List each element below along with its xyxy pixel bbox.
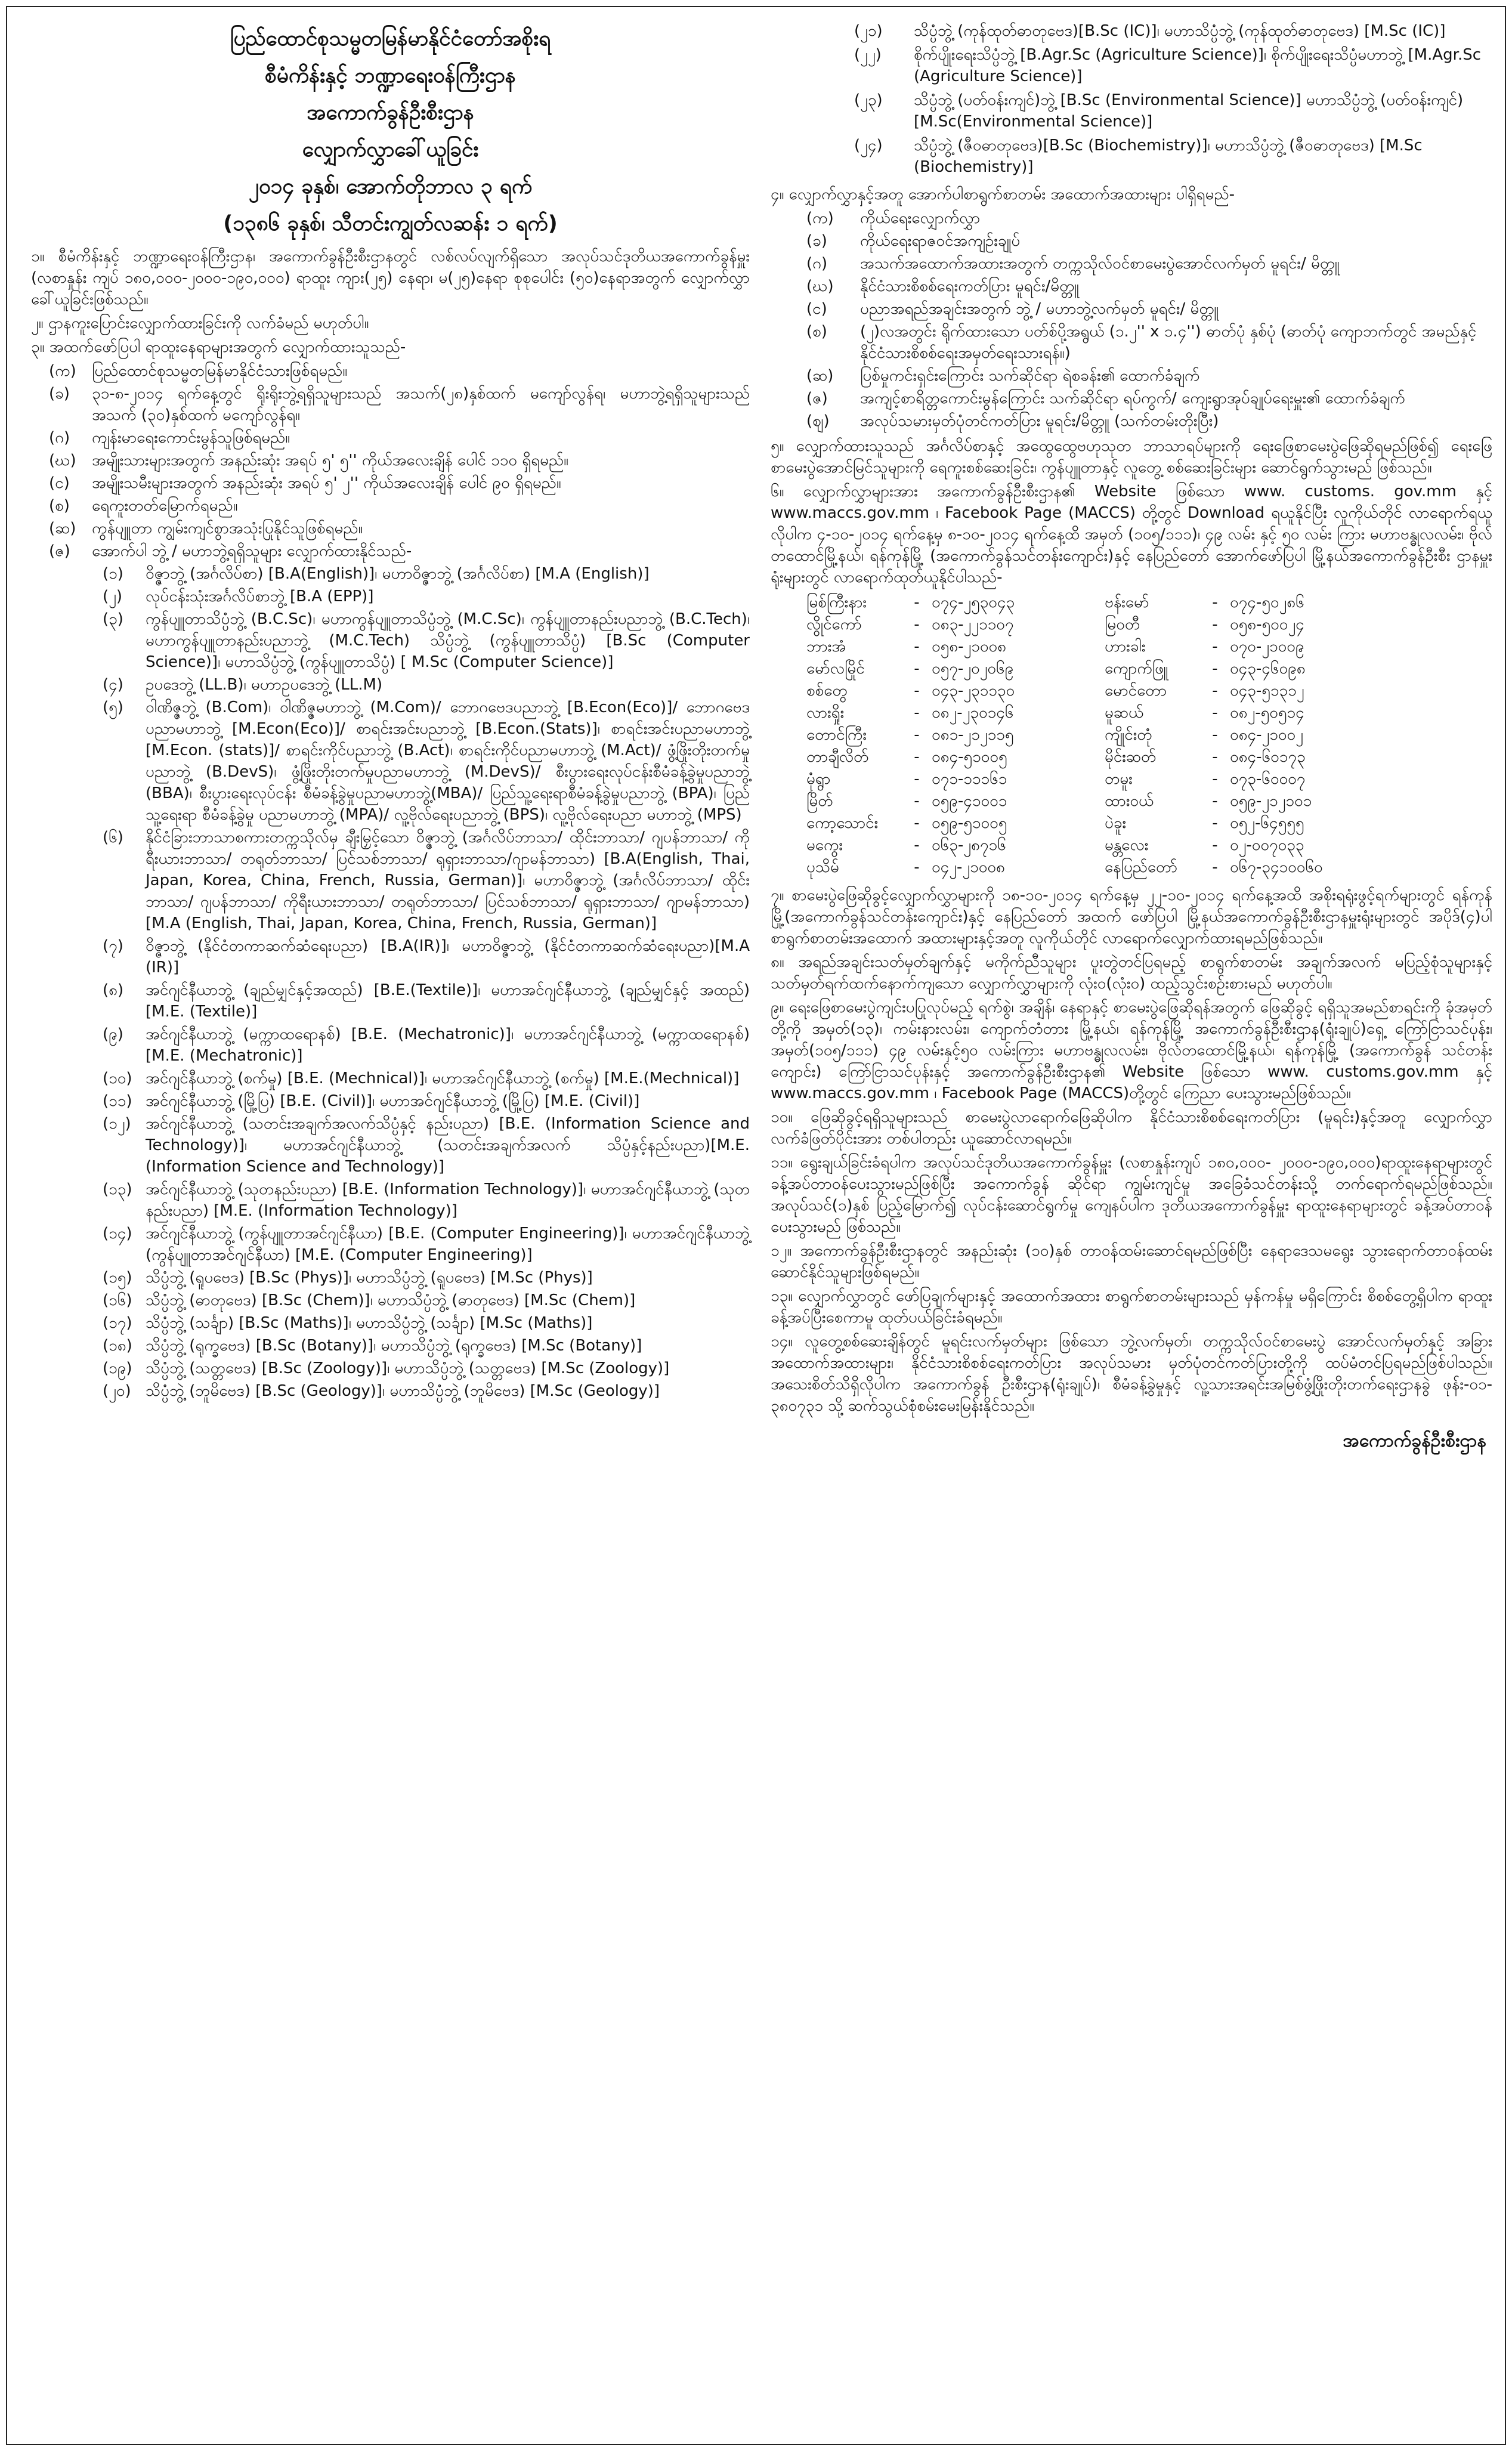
announcement-page — [6, 6, 1506, 2445]
degree-item: (၂၀) သိပ္ပံဘွဲ့ (ဘူမိဗေဒ) [B.Sc (Geology)]၊ မဟာသိပ္ပံဘွဲ့ (ဘူမိဗေဒ) [M.Sc (Geology)] — [103, 1382, 660, 1400]
phone-row: မကွေး - ၀၆၃-၂၈၇၁၆ မန္တလေး - ၀၂-၀၀၇၀၃၃ — [806, 836, 1304, 854]
phone-row: မော်လမြိုင် - ၀၅၇-၂၀၂၀၆၉ ကျောက်ဖြူ - ၀၄၃-၄၆၀၉၈ — [806, 660, 1306, 678]
paragraph-8: ၈။ အရည်အချင်းသတ်မှတ်ချက်နှင့် မကိုက်ညီသူများ ပူးတွဲတင်ပြရမည့် စာရွက်စာတမ်း အချက်အလက် မပြည့်စုံသူများနှင့် သတ်မှတ်ရက်ထက်နောက်ကျသော လျှောက်လွှာများကို လုံးဝ(လုံးဝ) ထည့်သွင်းစဉ်းစားမည် မဟုတ်ပါ။ — [771, 953, 1492, 993]
requirement-item: (ဆ) ပြစ်မှုကင်းရှင်းကြောင်း သက်ဆိုင်ရာ ရဲစခန်း၏ ထောက်ခံချက် — [806, 367, 1200, 385]
paragraph-4: ၄။ လျှောက်လွှာနှင့်အတူ အောက်ပါစာရွက်စာတမ်း အထောက်အထားများ ပါရှိရမည်- — [771, 186, 1235, 203]
qualification-item: (ဃ) အမျိုးသားများအတွက် အနည်းဆုံး အရပ် ၅' ၅'' ကိုယ်အလေးချိန် ပေါင် ၁၁၀ ရှိရမည်။ — [49, 452, 569, 469]
paragraph-6: ၆။ လျှောက်လွှာများအား အကောက်ခွန်ဦးစီးဌာန၏ Website ဖြစ်သော www. customs. gov.mm နှင့် www.maccs.gov.mm ၊ Facebook Page (MACCS) တို့တွင် Download ရယူနိုင်ပြီး လူကိုယ်တိုင် လာရောက်ရယူလိုပါက ၄-၁၀-၂၀၁၄ ရက်နေ့မှ ၈-၁၀-၂၀၁၄ ရက်နေ့ထိ အမှတ် (၁၀၅/၁၁၁)၊ ၄၉ လမ်း နှင့် ၅၀ လမ်း ကြား မဟာဗန္ဓုလလမ်း၊ ဗိုလ်တထောင်မြို့နယ်၊ ရန်ကုန်မြို့ (အကောက်ခွန်သင်တန်းကျောင်း)နှင့် နေပြည်တော် အောက်ဖော်ပြပါ မြို့နယ်အကောက်ခွန်ဦးစီး ဌာနမှူးရုံးများတွင် လာရောက်ထုတ်ယူနိုင်ပါသည်- — [771, 483, 1492, 586]
degree-item: (၇) ဝိဇ္ဇာဘွဲ့ (နိုင်ငံတကာဆက်ဆံရေးပညာ) [B.A(IR)]၊ မဟာဝိဇ္ဇာဘွဲ့ (နိုင်ငံတကာဆက်ဆံရေးပညာ)[M.A (IR)] — [103, 937, 750, 976]
degree-item: (၂) လုပ်ငန်းသုံးအင်္ဂလိပ်စာဘွဲ့ [B.A (EPP)] — [103, 588, 374, 605]
phone-row: စစ်တွေ - ၀၄၃-၂၃၁၁၃၀ မောင်တော - ၀၄၃-၅၁၃၁၂ — [806, 682, 1304, 700]
requirement-item: (ခ) ကိုယ်ရေးရာဇဝင်အကျဉ်းချုပ် — [806, 232, 1021, 250]
qualification-item: (င) အမျိုးသမီးများအတွက် အနည်းဆုံး အရပ် ၅' ၂'' ကိုယ်အလေးချိန် ပေါင် ၉၀ ရှိရမည်။ — [49, 474, 561, 492]
degree-item: (၂၃) သိပ္ပံဘွဲ့ (ပတ်ဝန်းကျင်)ဘွဲ့ [B.Sc (Environmental Science)] မဟာသိပ္ပံဘွဲ့ (ပတ်ဝန်းကျင်) [M.Sc(Environmental Science)] — [854, 91, 1464, 131]
phone-table — [806, 592, 1329, 879]
degree-item: (၆) နိုင်ငံခြားဘာသာစကားတက္ကသိုလ်မှ ချီးမြှင့်သော ဝိဇ္ဇာဘွဲ့ (အင်္ဂလိပ်ဘာသာ/ ထိုင်းဘာသာ/ ဂျပန်ဘာသာ/ ကိုရီးယားဘာသာ/ တရုတ်ဘာသာ/ ပြင်သစ်ဘာသာ/ ရုရှားဘာသာ/ဂျာမန်ဘာသာ) [B.A(English, Thai, Japan, Korea, China, French, Russia, German)]၊ မဟာဝိဇ္ဇာဘွဲ့ (အင်္ဂလိပ်ဘာသာ/ ထိုင်းဘာသာ/ ဂျပန်ဘာသာ/ ကိုရီးယားဘာသာ/ တရုတ်ဘာသာ/ ပြင်သစ်ဘာသာ/ ရုရှားဘာသာ/ ဂျာမန်ဘာသာ)[M.A (English, Thai, Japan, Korea, China, French, Russia, German)] — [103, 829, 750, 932]
paragraph-9: ၉။ ရေးဖြေစာမေးပွဲကျင်းပပြုလုပ်မည့် ရက်စွဲ၊ အချိန်၊ နေရာနှင့် စာမေးပွဲဖြေဆိုရန်အတွက် ဖြေဆိုခွင့် ရရှိသူအမည်စာရင်းကို ခုံအမှတ်တို့ကို အမှတ်(၁၃)၊ ကမ်းနားလမ်း၊ ကျောက်တံတား မြို့နယ်၊ ရန်ကုန်မြို့ အကောက်ခွန်ဦးစီးဌာန(ရုံးချုပ်)ရှေ့ ကြော်ငြာသင်ပုန်း၊ အမှတ်(၁၀၅/၁၁၁) ၄၉ လမ်းနှင့်၅၀ လမ်းကြား မဟာဗန္ဓုလလမ်း၊ ဗိုလ်တထောင်မြို့နယ်၊ ရန်ကုန်မြို့ (အကောက်ခွန် သင်တန်းကျောင်း) ကြော်ငြာသင်ပုန်းနှင့် အကောက်ခွန်ဦးစီးဌာန၏ Website ဖြစ်သော www. customs.gov.mm နှင့် www.maccs.gov.mm ၊ Facebook Page (MACCS)တို့တွင် ကြေညာ ပေးသွားမည်ဖြစ်သည်။ — [771, 999, 1492, 1102]
paragraph-13: ၁၃။ လျှောက်လွှာတွင် ဖော်ပြချက်များနှင့် အထောက်အထား စာရွက်စာတမ်းများသည် မှန်ကန်မှု မရှိကြောင်း စိစစ်တွေ့ရှိပါက ရာထူးခန့်အပ်ပြီးစေကာမူ ထုတ်ပယ်ခြင်းခံရမည်။ — [771, 1287, 1492, 1327]
paragraph-11: ၁၁။ ရွေးချယ်ခြင်းခံရပါက အလုပ်သင်ဒုတိယအကောက်ခွန်မှူး (လစာနှုန်းကျပ် ၁၈၀,၀၀၀- ၂၀၀၀-၁၉၀,၀၀၀)ရာထူးနေရာများတွင် ခန့်အပ်တာဝန်ပေးသွားမည်ဖြစ်ပြီး အကောက်ခွန် ဆိုင်ရာ ကျွမ်းကျင်မှု အခြေခံသင်တန်းသို့ တက်ရောက်ရမည်ဖြစ်သည်။ အလုပ်သင်(၁)နှစ် ပြည့်မြောက်၍ လုပ်ငန်းဆောင်ရွက်မှု ကျေနပ်ပါက ဒုတိယအကောက်ခွန်မှူး ရာထူးနေရာများတွင် ခန့်အပ်တာဝန် ပေးသွားမည် ဖြစ်သည်။ — [771, 1154, 1492, 1236]
degree-item: (၂၄) သိပ္ပံဘွဲ့ (ဇီဝဓာတုဗေဒ)[B.Sc (Biochemistry)]၊ မဟာသိပ္ပံဘွဲ့ (ဇီဝဓာတုဗေဒ) [M.Sc (Biochemistry)] — [854, 137, 1423, 176]
degree-item: (၁၃) အင်ဂျင်နီယာဘွဲ့ (သုတနည်းပညာ) [B.E. (Information Technology)]၊ မဟာအင်ဂျင်နီယာဘွဲ့ (သုတနည်းပညာ) [M.E. (Information Technology)] — [103, 1180, 750, 1220]
degree-item: (၁၅) သိပ္ပံဘွဲ့ (ရူပဗေဒ) [B.Sc (Phys)]၊ မဟာသိပ္ပံဘွဲ့ (ရူပဗေဒ) [M.Sc (Phys)] — [103, 1269, 593, 1287]
degree-item: (၁) ဝိဇ္ဇာဘွဲ့ (အင်္ဂလိပ်စာ) [B.A(English)]၊ မဟာဝိဇ္ဇာဘွဲ့ (အင်္ဂလိပ်စာ) [M.A (English)] — [103, 565, 650, 583]
header-department: အကောက်ခွန်ဦးစီးဌာန — [307, 101, 474, 125]
requirement-item: (ဃ) နိုင်ငံသားစိစစ်ရေးကတ်ပြား မူရင်း/မိတ္တူ — [806, 277, 1079, 295]
degree-item: (၁၈) သိပ္ပံဘွဲ့ (ရုက္ခဗေဒ) [B.Sc (Botany)]၊ မဟာသိပ္ပံဘွဲ့ (ရုက္ခဗေဒ) [M.Sc (Botany)] — [103, 1337, 642, 1355]
phone-row: လွိုင်ကော် - ၀၈၃-၂၂၁၁၀၇ မြဝတီ - ၀၅၈-၅၀၀၂၄ — [806, 616, 1304, 633]
degree-item: (၉) အင်ဂျင်နီယာဘွဲ့ (မက္ကာထရောနစ်) [B.E. (Mechatronic)]၊ မဟာအင်ဂျင်နီယာဘွဲ့ (မက္ကာထရောနစ်) [M.E. (Mechatronic)] — [103, 1025, 750, 1065]
degree-item: (၁၄) အင်ဂျင်နီယာဘွဲ့ (ကွန်ပျူတာအင်ဂျင်နီယာ) [B.E. (Computer Engineering)]၊ မဟာအင်ဂျင်နီယာဘွဲ့ (ကွန်ပျူတာအင်ဂျင်နီယာ) [M.E. (Computer Engineering)] — [103, 1225, 750, 1264]
paragraph-5: ၅။ လျှောက်ထားသူသည် အင်္ဂလိပ်စာနှင့် အထွေထွေဗဟုသုတ ဘာသာရပ်များကို ရေးဖြေစာမေးပွဲဖြေဆိုရမည်ဖြစ်၍ ရေးဖြေစာမေးပွဲအောင်မြင်သူများကို ရေကူးစစ်ဆေးခြင်း၊ ကွန်ပျူတာနှင့် လူတွေ့ စစ်ဆေးခြင်းများ ဆောင်ရွက်သွားမည် ဖြစ်သည်။ — [771, 437, 1492, 477]
requirement-item: (စ) (၂)လအတွင်း ရိုက်ထားသော ပတ်စ်ပို့အရွယ် (၁.၂'' x ၁.၄'') ဓာတ်ပုံ နှစ်ပုံ (ဓာတ်ပုံ ကျောဘက်တွင် အမည်နှင့် နိုင်ငံသားစိစစ်ရေးအမှတ်ရေးသားရန်။) — [806, 323, 1477, 362]
qualification-item: (စ) ရေကူးတတ်မြောက်ရမည်။ — [49, 497, 238, 515]
requirement-item: (က) ကိုယ်ရေးလျှောက်လွှာ — [806, 209, 981, 227]
degree-item: (၃) ကွန်ပျူတာသိပ္ပံဘွဲ့ (B.C.Sc)၊ မဟာကွန်ပျူတာသိပ္ပံဘွဲ့ (M.C.Sc)၊ ကွန်ပျူတာနည်းပညာဘွဲ့ (B.C.Tech)၊ မဟာကွန်ပျူတာနည်းပညာဘွဲ့ (M.C.Tech) သိပ္ပံဘွဲ့ (ကွန်ပျူတာသိပ္ပံ) [B.Sc (Computer Science)]၊ မဟာသိပ္ပံဘွဲ့ (ကွန်ပျူတာသိပ္ပံ) [ M.Sc (Computer Science)] — [103, 610, 750, 671]
header-ministry: စီမံကိန်းနှင့် ဘဏ္ဍာရေးဝန်ကြီးဌာန — [265, 64, 516, 88]
paragraph-14: ၁၄။ လူတွေ့စစ်ဆေးချိန်တွင် မူရင်းလက်မှတ်များ ဖြစ်သော ဘွဲ့လက်မှတ်၊ တက္ကသိုလ်ဝင်စာမေးပွဲ အောင်လက်မှတ်နှင့် အခြားအထောက်အထားများ၊ နိုင်ငံသားစိစစ်ရေးကတ်ပြား အလုပ်သမား မှတ်ပုံတင်ကတ်ပြားတို့ကို ထပ်မံတင်ပြရမည်ဖြစ်ပါသည်။ အသေးစိတ်သိရှိလိုပါက အကောက်ခွန် ဦးစီးဌာန(ရုံးချုပ်)၊ စီမံခန့်ခွဲမှုနှင့် လူ့သားအရင်းအမြစ်ဖွံ့ဖြိုးတိုးတက်ရေးဌာနခွဲ ဖုန်း-၀၁- ၃၈၀၇၃၁ သို့ ဆက်သွယ်စုံစမ်းမေးမြန်းနိုင်သည်။ — [771, 1333, 1492, 1415]
qualification-item: (ဇ) အောက်ပါ ဘွဲ့ / မဟာဘွဲ့ရရှိသူများ လျှောက်ထားနိုင်သည်- — [49, 542, 412, 560]
phone-row: မြစ်ကြီးနား - ၀၇၄-၂၅၃၀၄၃ ဗန်းမော် - ၀၇၄-၅၀၂၈၆ — [806, 594, 1304, 611]
degree-item: (၁၇) သိပ္ပံဘွဲ့ (သင်္ချာ) [B.Sc (Maths)]၊ မဟာသိပ္ပံဘွဲ့ (သင်္ချာ) [M.Sc (Maths)] — [103, 1314, 593, 1332]
degree-item: (၅) ဝါဏိဇ္ဇဘွဲ့ (B.Com)၊ ဝါဏိဇ္ဇမဟာဘွဲ့ (M.Com)/ ဘောဂဗေဒပညာဘွဲ့ [B.Econ(Eco)]/ ဘောဂဗေဒပညာမဟာဘွဲ့ [M.Econ(Eco)]/ စာရင်းအင်းပညာဘွဲ့ [B.Econ.(Stats)]၊ စာရင်းအင်းပညာမဟာဘွဲ့ [M.Econ. (stats)]/ စာရင်းကိုင်ပညာဘွဲ့ (B.Act)၊ စာရင်းကိုင်ပညာမဟာဘွဲ့ (M.Act)/ ဖွံ့ဖြိုးတိုးတက်မှုပညာဘွဲ့ (B.DevS)၊ ဖွံ့ဖြိုးတိုးတက်မှုပညာမဟာဘွဲ့ (M.DevS)/ စီးပွားရေးလုပ်ငန်းစီမံခန့်ခွဲမှုပညာဘွဲ့ (BBA)၊ စီးပွားရေးလုပ်ငန်း စီမံခန့်ခွဲမှုပညာမဟာဘွဲ့(MBA)/ ပြည်သူ့ရေးရာစီမံခန့်ခွဲမှုပညာဘွဲ့ (BPA)၊ ပြည်သူ့ရေးရာ စီမံခန့်ခွဲမှု ပညာမဟာဘွဲ့ (MPA)/ လူ့ဗိုလ်ရေးပညာဘွဲ့ (BPS)၊ လူ့ဗိုလ်ရေးပညာ မဟာဘွဲ့ (MPS) — [103, 698, 750, 824]
degree-item: (၁၂) အင်ဂျင်နီယာဘွဲ့ (သတင်းအချက်အလက်သိပ္ပံနှင့် နည်းပညာ) [B.E. (Information Science and Technology)]၊ မဟာအင်ဂျင်နီယာဘွဲ့ (သတင်းအချက်အလက် သိပ္ပံနှင့်နည်းပညာ)[M.E. (Information Science and Technology)] — [103, 1115, 750, 1176]
requirement-item: (ဈ) အလုပ်သမားမှတ်ပုံတင်ကတ်ပြား မူရင်း/မိတ္တူ (သက်တမ်းတိုးပြီး) — [806, 412, 1219, 430]
degree-item: (၈) အင်ဂျင်နီယာဘွဲ့ (ချည်မျှင်နှင့်အထည်) [B.E.(Textile)]၊ မဟာအင်ဂျင်နီယာဘွဲ့ (ချည်မျှင်နှင့် အထည်) [M.E. (Textile)] — [103, 981, 750, 1021]
requirement-list — [771, 208, 1492, 432]
phone-row: မြိတ် - ၀၅၉-၄၁၀၀၁ ထားဝယ် - ၀၅၉-၂၁၂၁၀၁ — [806, 792, 1312, 810]
degree-item: (၁၉) သိပ္ပံဘွဲ့ (သတ္တဗေဒ) [B.Sc (Zoology)]၊ မဟာသိပ္ပံဘွဲ့ (သတ္တဗေဒ) [M.Sc (Zoology)] — [103, 1359, 670, 1377]
degree-list-left — [31, 563, 750, 1402]
right-column — [771, 20, 1492, 1455]
degree-item: (၁၆) သိပ္ပံဘွဲ့ (ဓာတုဗေဒ) [B.Sc (Chem)]၊ မဟာသိပ္ပံဘွဲ့ (ဓာတုဗေဒ) [M.Sc (Chem)] — [103, 1291, 636, 1309]
qualification-item: (ဆ) ကွန်ပျူတာ ကျွမ်းကျင်စွာအသုံးပြုနိုင်သူဖြစ်ရမည်။ — [49, 520, 363, 537]
header-title: လျှောက်လွှာခေါ်ယူခြင်း — [302, 138, 479, 162]
paragraph-7: ၇။ စာမေးပွဲဖြေဆိုခွင့်လျှောက်လွှာများကို ၁၈-၁၀-၂၀၁၄ ရက်နေ့မှ ၂၂-၁၀-၂၀၁၄ ရက်နေ့အထိ အစိုးရရုံးဖွင့်ရက်များတွင် ရန်ကုန်မြို့(အကောက်ခွန်သင်တန်းကျောင်း)နှင့် နေပြည်တော် အထက် ဖော်ပြပါ မြို့နယ်အကောက်ခွန်ဦးစီးဌာနမှူးရုံးများတွင် အပိုဒ်(၄)ပါ စာရွက်စာတမ်းအထောက် အထားများနှင့်အတူ လူကိုယ်တိုင် လာရောက်လျှောက်ထားရမည်ဖြစ်သည်။ — [771, 886, 1492, 947]
degree-item: (၁၁) အင်ဂျင်နီယာဘွဲ့ (မြို့ပြ) [B.E. (Civil)]၊ မဟာအင်ဂျင်နီယာဘွဲ့ (မြို့ပြ) [M.E. (Civil)] — [103, 1092, 640, 1110]
header-date-myanmar: (၁၃၈၆ ခုနှစ်၊ သီတင်းကျွတ်လဆန်း ၁ ရက်) — [223, 212, 558, 236]
requirement-item: (ဂ) အသက်အထောက်အထားအတွက် တက္ကသိုလ်ဝင်စာမေးပွဲအောင်လက်မှတ် မူရင်း/ မိတ္တူ — [806, 255, 1340, 273]
degree-item: (၄) ဥပဒေဘွဲ့ (LL.B)၊ မဟာဥပဒေဘွဲ့ (LL.M) — [103, 676, 383, 694]
paragraph-2: ၂။ ဌာနကူးပြောင်းလျှောက်ထားခြင်းကို လက်ခံမည် မဟုတ်ပါ။ — [31, 314, 369, 332]
degree-item: (၂၁) သိပ္ပံဘွဲ့ (ကုန်ထုတ်ဓာတုဗေဒ)[B.Sc (IC)]၊ မဟာသိပ္ပံဘွဲ့ (ကုန်ထုတ်ဓာတုဗေဒ) [M.Sc (IC)] — [854, 22, 1446, 40]
degree-list-right — [771, 20, 1492, 178]
qualification-item: (က) ပြည်ထောင်စုသမ္မတမြန်မာနိုင်ငံသားဖြစ်ရမည်။ — [49, 362, 348, 380]
qualification-list — [31, 360, 750, 562]
degree-item: (၁၀) အင်ဂျင်နီယာဘွဲ့ (စက်မှု) [B.E. (Mechnical)]၊ မဟာအင်ဂျင်နီယာဘွဲ့ (စက်မှု) [M.E.(Mechnical)] — [103, 1070, 740, 1087]
header-date: ၂၀၁၄ ခုနှစ်၊ အောက်တိုဘာလ ၃ ရက် — [248, 175, 533, 199]
left-column — [31, 20, 750, 1403]
qualification-item: (ဂ) ကျန်းမာရေးကောင်းမွန်သူဖြစ်ရမည်။ — [49, 429, 290, 447]
paragraph-1: ၁။ စီမံကိန်းနှင့် ဘဏ္ဍာရေးဝန်ကြီးဌာန၊ အကောက်ခွန်ဦးစီးဌာနတွင် လစ်လပ်လျက်ရှိသော အလုပ်သင်ဒုတိယအကောက်ခွန်မှူး (လစာနှုန်း ကျပ် ၁၈၀,၀၀၀-၂၀၀၀-၁၉၀,၀၀၀) ရာထူး ကျား(၂၅) နေရာ၊ မ(၂၅)နေရာ စုစုပေါင်း (၅၀)နေရာအတွက် လျှောက်လွှာခေါ်ယူခြင်းဖြစ်သည်။ — [31, 248, 750, 308]
paragraph-10: ၁၀။ ဖြေဆိုခွင့်ရရှိသူများသည် စာမေးပွဲလာရောက်ဖြေဆိုပါက နိုင်ငံသားစိစစ်ရေးကတ်ပြား (မူရင်း)နှင့်အတူ လျှောက်လွှာလက်ခံဖြတ်ပိုင်းအား တစ်ပါတည်း ယူဆောင်လာရမည်။ — [771, 1108, 1492, 1148]
phone-row: ဘားအံ - ၀၅၈-၂၁၀၀၈ ဟားခါး - ၀၇၀-၂၁၀၀၉ — [806, 638, 1304, 656]
requirement-item: (င) ပညာအရည်အချင်းအတွက် ဘွဲ့ / မဟာဘွဲ့လက်မှတ် မူရင်း/ မိတ္တူ — [806, 300, 1219, 318]
phone-row: တောင်ကြီး - ၀၈၁-၂၁၂၁၁၅ ကျိုင်းတုံ - ၀၈၄-၂၁၀၀၂ — [806, 726, 1303, 744]
signature-department: အကောက်ခွန်ဦးစီးဌာန — [1343, 1430, 1486, 1451]
qualification-item: (ခ) ၃၁-၈-၂၀၁၄ ရက်နေ့တွင် ရိုးရိုးဘွဲ့ရရှိသူများသည် အသက်(၂၈)နှစ်ထက် မကျော်လွန်ရ၊ မဟာဘွဲ့ရရှိသူများသည် အသက် (၃၀)နှစ်ထက် မကျော်လွန်ရ။ — [49, 385, 750, 424]
header-government: ပြည်ထောင်စုသမ္မတမြန်မာနိုင်ငံတော်အစိုးရ — [230, 27, 551, 51]
requirement-item: (ဇ) အကျင့်စာရိတ္တကောင်းမွန်ကြောင်း သက်ဆိုင်ရာ ရပ်ကွက်/ ကျေးရွာအုပ်ချုပ်ရေးမှူး၏ ထောက်ခံချက် — [806, 390, 1405, 407]
paragraph-3: ၃။ အထက်ဖော်ပြပါ ရာထူးနေရာများအတွက် လျှောက်ထားသူသည်- — [31, 338, 406, 356]
phone-row: ပုသိမ် - ၀၄၂-၂၁၀၀၈ နေပြည်တော် - ၀၆၇-၃၄၁၀၀၆၀ — [806, 858, 1323, 876]
phone-row: တာချီလိတ် - ၀၈၄-၅၁၀၀၅ မိုင်းဆတ် - ၀၈၄-၆၀၁၇၃ — [806, 748, 1306, 766]
phone-row: လားရှိုး - ၀၈၂-၂၃၀၁၄၆ မူဆယ် - ၀၈၂-၅၀၅၁၄ — [806, 704, 1304, 722]
paragraph-12: ၁၂။ အကောက်ခွန်ဦးစီးဌာနတွင် အနည်းဆုံး (၁၀)နှစ် တာဝန်ထမ်းဆောင်ရမည်ဖြစ်ပြီး နေရာဒေသမရွေး သွားရောက်တာဝန်ထမ်းဆောင်နိုင်သူများဖြစ်ရမည်။ — [771, 1242, 1492, 1281]
phone-row: ကော့သောင်း - ၀၅၉-၅၁၀၀၅ ပဲခူး - ၀၅၂-၆၄၅၅၅ — [806, 814, 1304, 832]
phone-row: မုံရွာ - ၀၇၁-၁၁၁၆၁ တမူး - ၀၇၃-၆၀၀၀၇ — [806, 770, 1306, 788]
degree-item: (၂၂) စိုက်ပျိုးရေးသိပ္ပံဘွဲ့ [B.Agr.Sc (Agriculture Science)]၊ စိုက်ပျိုးရေးသိပ္ပံမဟာဘွဲ့ [M.Agr.Sc (Agriculture Science)] — [854, 46, 1482, 85]
